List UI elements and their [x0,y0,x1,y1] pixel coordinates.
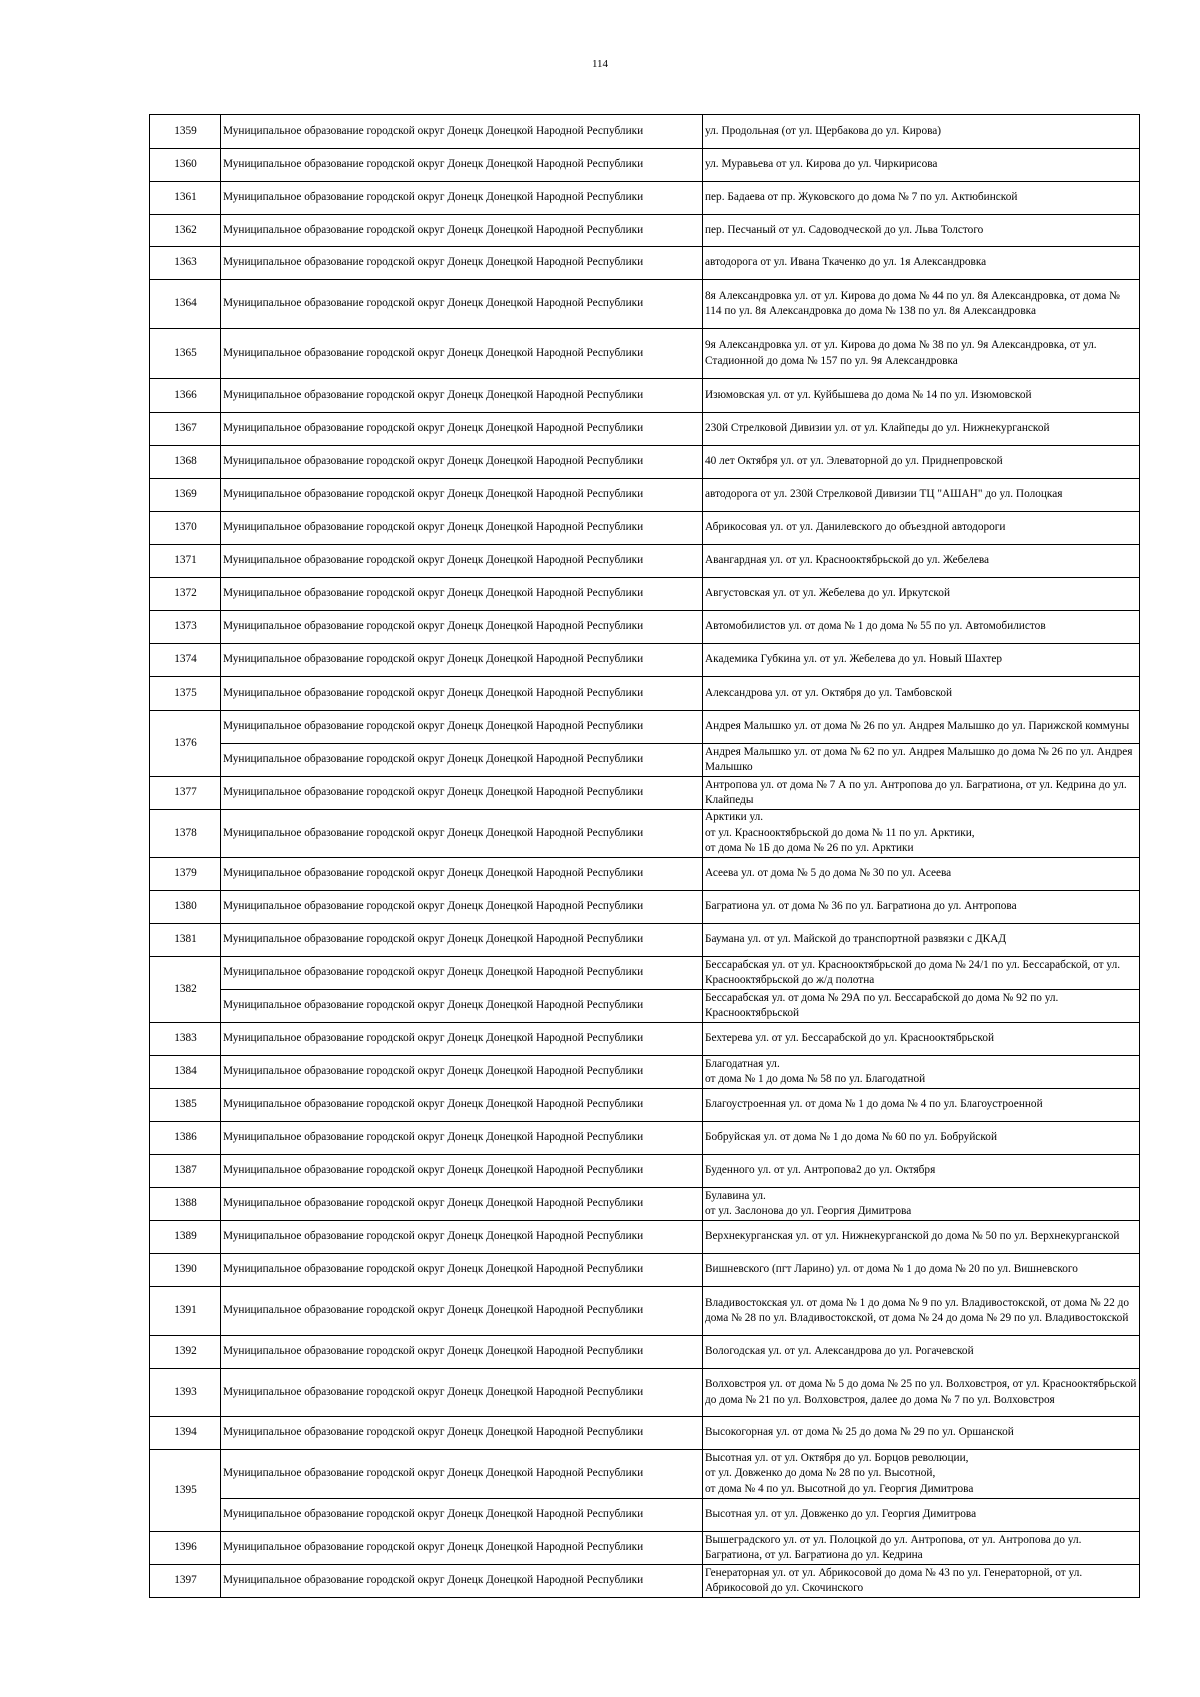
municipality-cell: Муниципальное образование городской округ Донецк Донецкой Народной Республики [221,215,703,247]
road-description-cell: Багратиона ул. от дома № 36 по ул. Багратиона до ул. Антропова [703,891,1140,924]
municipality-cell: Муниципальное образование городской округ Донецк Донецкой Народной Республики [221,1188,703,1221]
municipality-cell: Муниципальное образование городской округ Донецк Донецкой Народной Республики [221,446,703,479]
table-row [150,644,1140,677]
municipality-cell: Муниципальное образование городской округ Донецк Донецкой Народной Республики [221,611,703,644]
road-description-cell: Бехтерева ул. от ул. Бессарабской до ул. Краснооктябрьской [703,1023,1140,1056]
road-description-cell: Андрея Малышко ул. от дома № 26 по ул. Андрея Малышко до ул. Парижской коммуны [703,711,1140,744]
table-row [150,891,1140,924]
road-description-cell: Изюмовская ул. от ул. Куйбышева до дома № 14 по ул. Изюмовской [703,379,1140,413]
table-body [150,115,1140,1598]
road-description-cell: автодорога от ул. 230й Стрелковой Дивизии ТЦ "АШАН" до ул. Полоцкая [703,479,1140,512]
row-number-cell: 1393 [150,1369,221,1417]
municipality-cell: Муниципальное образование городской округ Донецк Донецкой Народной Республики [221,644,703,677]
row-number-cell: 1366 [150,379,221,413]
road-description-cell: Академика Губкина ул. от ул. Жебелева до ул. Новый Шахтер [703,644,1140,677]
municipality-cell: Муниципальное образование городской округ Донецк Донецкой Народной Республики [221,1056,703,1089]
table-row [150,858,1140,891]
table-row [150,1221,1140,1254]
row-number-cell: 1361 [150,182,221,215]
table-row [150,578,1140,611]
table-row [150,280,1140,329]
road-description-cell: Высотная ул. от ул. Довженко до ул. Георгия Димитрова [703,1499,1140,1532]
municipality-cell: Муниципальное образование городской округ Донецк Донецкой Народной Республики [221,247,703,280]
municipality-cell: Муниципальное образование городской округ Донецк Донецкой Народной Республики [221,182,703,215]
municipality-cell: Муниципальное образование городской округ Донецк Донецкой Народной Республики [221,280,703,329]
municipality-cell: Муниципальное образование городской округ Донецк Донецкой Народной Республики [221,1565,703,1598]
table-row [150,1369,1140,1417]
road-description-cell: Булавина ул. от ул. Заслонова до ул. Георгия Димитрова [703,1188,1140,1221]
road-description-cell: 8я Александровка ул. от ул. Кирова до дома № 44 по ул. 8я Александровка, от дома № 114 по ул. 8я Александровка до дома № 138 по ул. 8я Александровка [703,280,1140,329]
row-number-cell: 1386 [150,1122,221,1155]
road-description-cell: Благодатная ул. от дома № 1 до дома № 58 по ул. Благодатной [703,1056,1140,1089]
road-description-cell: 230й Стрелковой Дивизии ул. от ул. Клайпеды до ул. Нижнекурганской [703,413,1140,446]
row-number-cell: 1389 [150,1221,221,1254]
row-number-cell: 1376 [150,711,221,777]
table-row [150,990,1140,1023]
municipality-cell: Муниципальное образование городской округ Донецк Донецкой Народной Республики [221,1254,703,1287]
row-number-cell: 1390 [150,1254,221,1287]
row-number-cell: 1364 [150,280,221,329]
row-number-cell: 1365 [150,329,221,379]
row-number-cell: 1359 [150,115,221,149]
table-row [150,1089,1140,1122]
table-row [150,777,1140,810]
municipality-cell: Муниципальное образование городской округ Донецк Донецкой Народной Республики [221,413,703,446]
road-description-cell: Авангардная ул. от ул. Краснооктябрьской до ул. Жебелева [703,545,1140,578]
municipality-cell: Муниципальное образование городской округ Донецк Донецкой Народной Республики [221,1287,703,1336]
road-description-cell: Высокогорная ул. от дома № 25 до дома № 29 по ул. Оршанской [703,1417,1140,1450]
road-description-cell: Александрова ул. от ул. Октября до ул. Тамбовской [703,677,1140,711]
municipality-cell: Муниципальное образование городской округ Донецк Донецкой Народной Республики [221,677,703,711]
table-row [150,611,1140,644]
road-description-cell: Вологодская ул. от ул. Александрова до ул. Рогачевской [703,1336,1140,1369]
table-row [150,1122,1140,1155]
municipality-cell: Муниципальное образование городской округ Донецк Донецкой Народной Республики [221,810,703,858]
road-description-cell: Асеева ул. от дома № 5 до дома № 30 по ул. Асеева [703,858,1140,891]
row-number-cell: 1395 [150,1450,221,1532]
table-row [150,479,1140,512]
municipality-cell: Муниципальное образование городской округ Донецк Донецкой Народной Республики [221,1499,703,1532]
municipality-cell: Муниципальное образование городской округ Донецк Донецкой Народной Республики [221,479,703,512]
municipality-cell: Муниципальное образование городской округ Донецк Донецкой Народной Республики [221,924,703,957]
road-description-cell: автодорога от ул. Ивана Ткаченко до ул. 1я Александровка [703,247,1140,280]
table-row [150,1287,1140,1336]
row-number-cell: 1368 [150,446,221,479]
table-row [150,810,1140,858]
road-description-cell: Антропова ул. от дома № 7 А по ул. Антропова до ул. Багратиона, от ул. Кедрина до ул. Клайпеды [703,777,1140,810]
road-description-cell: Буденного ул. от ул. Антропова2 до ул. Октября [703,1155,1140,1188]
table-row [150,545,1140,578]
municipality-cell: Муниципальное образование городской округ Донецк Донецкой Народной Республики [221,744,703,777]
row-number-cell: 1373 [150,611,221,644]
row-number-cell: 1383 [150,1023,221,1056]
page-number: 114 [591,58,609,70]
row-number-cell: 1362 [150,215,221,247]
road-description-cell: пер. Бадаева от пр. Жуковского до дома № 7 по ул. Актюбинской [703,182,1140,215]
row-number-cell: 1397 [150,1565,221,1598]
municipality-cell: Муниципальное образование городской округ Донецк Донецкой Народной Республики [221,1089,703,1122]
table-row [150,247,1140,280]
table-row [150,1417,1140,1450]
municipality-cell: Муниципальное образование городской округ Донецк Донецкой Народной Республики [221,379,703,413]
table-row [150,215,1140,247]
municipality-cell: Муниципальное образование городской округ Донецк Донецкой Народной Республики [221,1532,703,1565]
municipality-cell: Муниципальное образование городской округ Донецк Донецкой Народной Республики [221,545,703,578]
row-number-cell: 1385 [150,1089,221,1122]
table-row [150,1450,1140,1499]
table-row [150,1188,1140,1221]
table-row [150,1499,1140,1532]
road-description-cell: 9я Александровка ул. от ул. Кирова до дома № 38 по ул. 9я Александровка, от ул. Стадионной до дома № 157 по ул. 9я Александровка [703,329,1140,379]
row-number-cell: 1378 [150,810,221,858]
municipality-cell: Муниципальное образование городской округ Донецк Донецкой Народной Республики [221,1122,703,1155]
table-row [150,957,1140,990]
table-row [150,1023,1140,1056]
table-row [150,711,1140,744]
municipality-cell: Муниципальное образование городской округ Донецк Донецкой Народной Республики [221,1450,703,1499]
municipality-cell: Муниципальное образование городской округ Донецк Донецкой Народной Республики [221,1155,703,1188]
row-number-cell: 1388 [150,1188,221,1221]
row-number-cell: 1380 [150,891,221,924]
table-row [150,1565,1140,1598]
table-row [150,1336,1140,1369]
row-number-cell: 1374 [150,644,221,677]
row-number-cell: 1382 [150,957,221,1023]
row-number-cell: 1375 [150,677,221,711]
road-description-cell: ул. Муравьева от ул. Кирова до ул. Чиркирисова [703,149,1140,182]
road-description-cell: ул. Продольная (от ул. Щербакова до ул. Кирова) [703,115,1140,149]
road-description-cell: Андрея Малышко ул. от дома № 62 по ул. Андрея Малышко до дома № 26 по ул. Андрея Малышко [703,744,1140,777]
table-row [150,182,1140,215]
road-description-cell: 40 лет Октября ул. от ул. Элеваторной до ул. Приднепровской [703,446,1140,479]
table-row [150,1254,1140,1287]
row-number-cell: 1377 [150,777,221,810]
road-description-cell: Генераторная ул. от ул. Абрикосовой до дома № 43 по ул. Генераторной, от ул. Абрикосовой до ул. Скочинского [703,1565,1140,1598]
municipality-cell: Муниципальное образование городской округ Донецк Донецкой Народной Республики [221,891,703,924]
municipality-cell: Муниципальное образование городской округ Донецк Донецкой Народной Республики [221,149,703,182]
municipality-cell: Муниципальное образование городской округ Донецк Донецкой Народной Республики [221,329,703,379]
municipality-cell: Муниципальное образование городской округ Донецк Донецкой Народной Республики [221,858,703,891]
municipality-cell: Муниципальное образование городской округ Донецк Донецкой Народной Республики [221,1221,703,1254]
row-number-cell: 1363 [150,247,221,280]
row-number-cell: 1387 [150,1155,221,1188]
row-number-cell: 1372 [150,578,221,611]
road-description-cell: Вышеградского ул. от ул. Полоцкой до ул. Антропова, от ул. Антропова до ул. Багратиона, от ул. Багратиона до ул. Кедрина [703,1532,1140,1565]
table-row [150,379,1140,413]
table-row [150,512,1140,545]
table-row [150,446,1140,479]
table-row [150,744,1140,777]
row-number-cell: 1394 [150,1417,221,1450]
row-number-cell: 1391 [150,1287,221,1336]
municipality-cell: Муниципальное образование городской округ Донецк Донецкой Народной Республики [221,512,703,545]
municipality-cell: Муниципальное образование городской округ Донецк Донецкой Народной Республики [221,1336,703,1369]
table-row [150,924,1140,957]
table-row [150,1056,1140,1089]
row-number-cell: 1360 [150,149,221,182]
road-description-cell: Баумана ул. от ул. Майской до транспортной развязки с ДКАД [703,924,1140,957]
municipality-cell: Муниципальное образование городской округ Донецк Донецкой Народной Республики [221,777,703,810]
municipality-cell: Муниципальное образование городской округ Донецк Донецкой Народной Республики [221,990,703,1023]
row-number-cell: 1384 [150,1056,221,1089]
row-number-cell: 1370 [150,512,221,545]
table-row [150,1532,1140,1565]
table-row [150,413,1140,446]
municipality-cell: Муниципальное образование городской округ Донецк Донецкой Народной Республики [221,1417,703,1450]
table-row [150,677,1140,711]
road-description-cell: Автомобилистов ул. от дома № 1 до дома № 55 по ул. Автомобилистов [703,611,1140,644]
row-number-cell: 1367 [150,413,221,446]
road-description-cell: пер. Песчаный от ул. Садоводческой до ул. Льва Толстого [703,215,1140,247]
row-number-cell: 1371 [150,545,221,578]
row-number-cell: 1369 [150,479,221,512]
municipality-cell: Муниципальное образование городской округ Донецк Донецкой Народной Республики [221,1369,703,1417]
road-description-cell: Абрикосовая ул. от ул. Данилевского до объездной автодороги [703,512,1140,545]
municipality-cell: Муниципальное образование городской округ Донецк Донецкой Народной Республики [221,711,703,744]
road-description-cell: Владивостокская ул. от дома № 1 до дома № 9 по ул. Владивостокской, от дома № 22 до дома № 28 по ул. Владивостокской, от дома № 24 до дома № 29 по ул. Владивостокской [703,1287,1140,1336]
road-description-cell: Волховстроя ул. от дома № 5 до дома № 25 по ул. Волховстроя, от ул. Краснооктябрьской до дома № 21 по ул. Волховстроя, далее до дома № 7 по ул. Волховстроя [703,1369,1140,1417]
row-number-cell: 1381 [150,924,221,957]
municipality-cell: Муниципальное образование городской округ Донецк Донецкой Народной Республики [221,115,703,149]
road-registry-table [149,114,1140,1598]
row-number-cell: 1396 [150,1532,221,1565]
table-row [150,115,1140,149]
road-description-cell: Бобруйская ул. от дома № 1 до дома № 60 по ул. Бобруйской [703,1122,1140,1155]
road-description-cell: Верхнекурганская ул. от ул. Нижнекурганской до дома № 50 по ул. Верхнекурганской [703,1221,1140,1254]
municipality-cell: Муниципальное образование городской округ Донецк Донецкой Народной Республики [221,578,703,611]
row-number-cell: 1379 [150,858,221,891]
row-number-cell: 1392 [150,1336,221,1369]
table-row [150,149,1140,182]
road-description-cell: Благоустроенная ул. от дома № 1 до дома № 4 по ул. Благоустроенной [703,1089,1140,1122]
table-row [150,329,1140,379]
road-description-cell: Бессарабская ул. от ул. Краснооктябрьской до дома № 24/1 по ул. Бессарабской, от ул. Краснооктябрьской до ж/д полотна [703,957,1140,990]
municipality-cell: Муниципальное образование городской округ Донецк Донецкой Народной Республики [221,957,703,990]
road-description-cell: Вишневского (пгт Ларино) ул. от дома № 1 до дома № 20 по ул. Вишневского [703,1254,1140,1287]
road-description-cell: Августовская ул. от ул. Жебелева до ул. Иркутской [703,578,1140,611]
road-description-cell: Бессарабская ул. от дома № 29А по ул. Бессарабской до дома № 92 по ул. Краснооктябрьской [703,990,1140,1023]
road-description-cell: Высотная ул. от ул. Октября до ул. Борцов революции, от ул. Довженко до дома № 28 по ул. Высотной, от дома № 4 по ул. Высотной до ул. Георгия Димитрова [703,1450,1140,1499]
road-description-cell: Арктики ул. от ул. Краснооктябрьской до дома № 11 по ул. Арктики, от дома № 1Б до дома № 26 по ул. Арктики [703,810,1140,858]
table-row [150,1155,1140,1188]
municipality-cell: Муниципальное образование городской округ Донецк Донецкой Народной Республики [221,1023,703,1056]
